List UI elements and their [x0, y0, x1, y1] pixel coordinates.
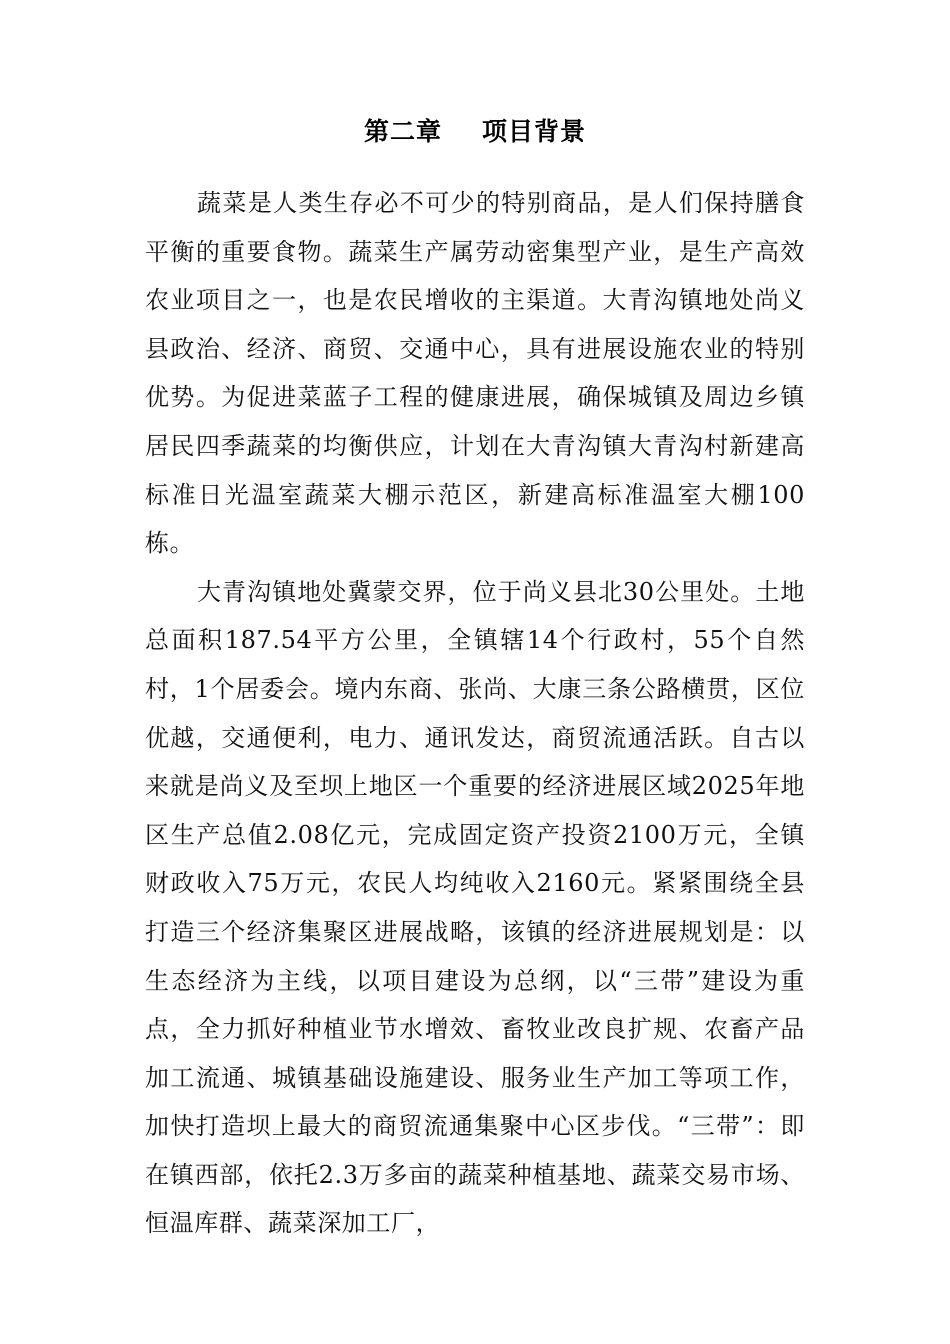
paragraph-town-overview: 大青沟镇地处冀蒙交界，位于尚义县北30公里处。土地总面积187.54平方公里，全镇辖14个行政村，55个自然村，1个居委会。境内东商、张尚、大康三条公路横贯，区位优越，交通便利，电力、通讯发达，商贸流通活跃。自古以来就是尚义及至坝上地区一个重要的经济进展区域2025年地区生产总值2.08亿元，完成固定资产投资2100万元，全镇财政收入75万元，农民人均纯收入2160元。紧紧围绕全县打造三个经济集聚区进展战略，该镇的经济进展规划是：以生态经济为主线，以项目建设为总纲，以“三带”建设为重点，全力抓好种植业节水增效、畜牧业改良扩规、农畜产品加工流通、城镇基础设施建设、服务业生产加工等项工作，加快打造坝上最大的商贸流通集聚中心区步伐。“三带”：即在镇西部，依托2.3万多亩的蔬菜种植基地、蔬菜交易市场、恒温库群、蔬菜深加工厂， [145, 577, 805, 1238]
chapter-number: 第二章 [363, 117, 442, 146]
chapter-heading [0, 112, 950, 152]
paragraph-vegetable-background: 蔬菜是人类生存必不可少的特别商品，是人们保持膳食平衡的重要食物。蔬菜生产属劳动密集型产业，是生产高效农业项目之一，也是农民增收的主渠道。大青沟镇地处尚义县政治、经济、商贸、交通中心，具有进展设施农业的特别优势。为促进菜蓝子工程的健康进展，确保城镇及周边乡镇居民四季蔬菜的均衡供应，计划在大青沟镇大青沟村新建高标准日光温室蔬菜大棚示范区，新建高标准温室大棚100栋。 [145, 189, 805, 558]
chapter-title: 项目背景 [482, 117, 587, 146]
body-text [145, 179, 805, 1248]
